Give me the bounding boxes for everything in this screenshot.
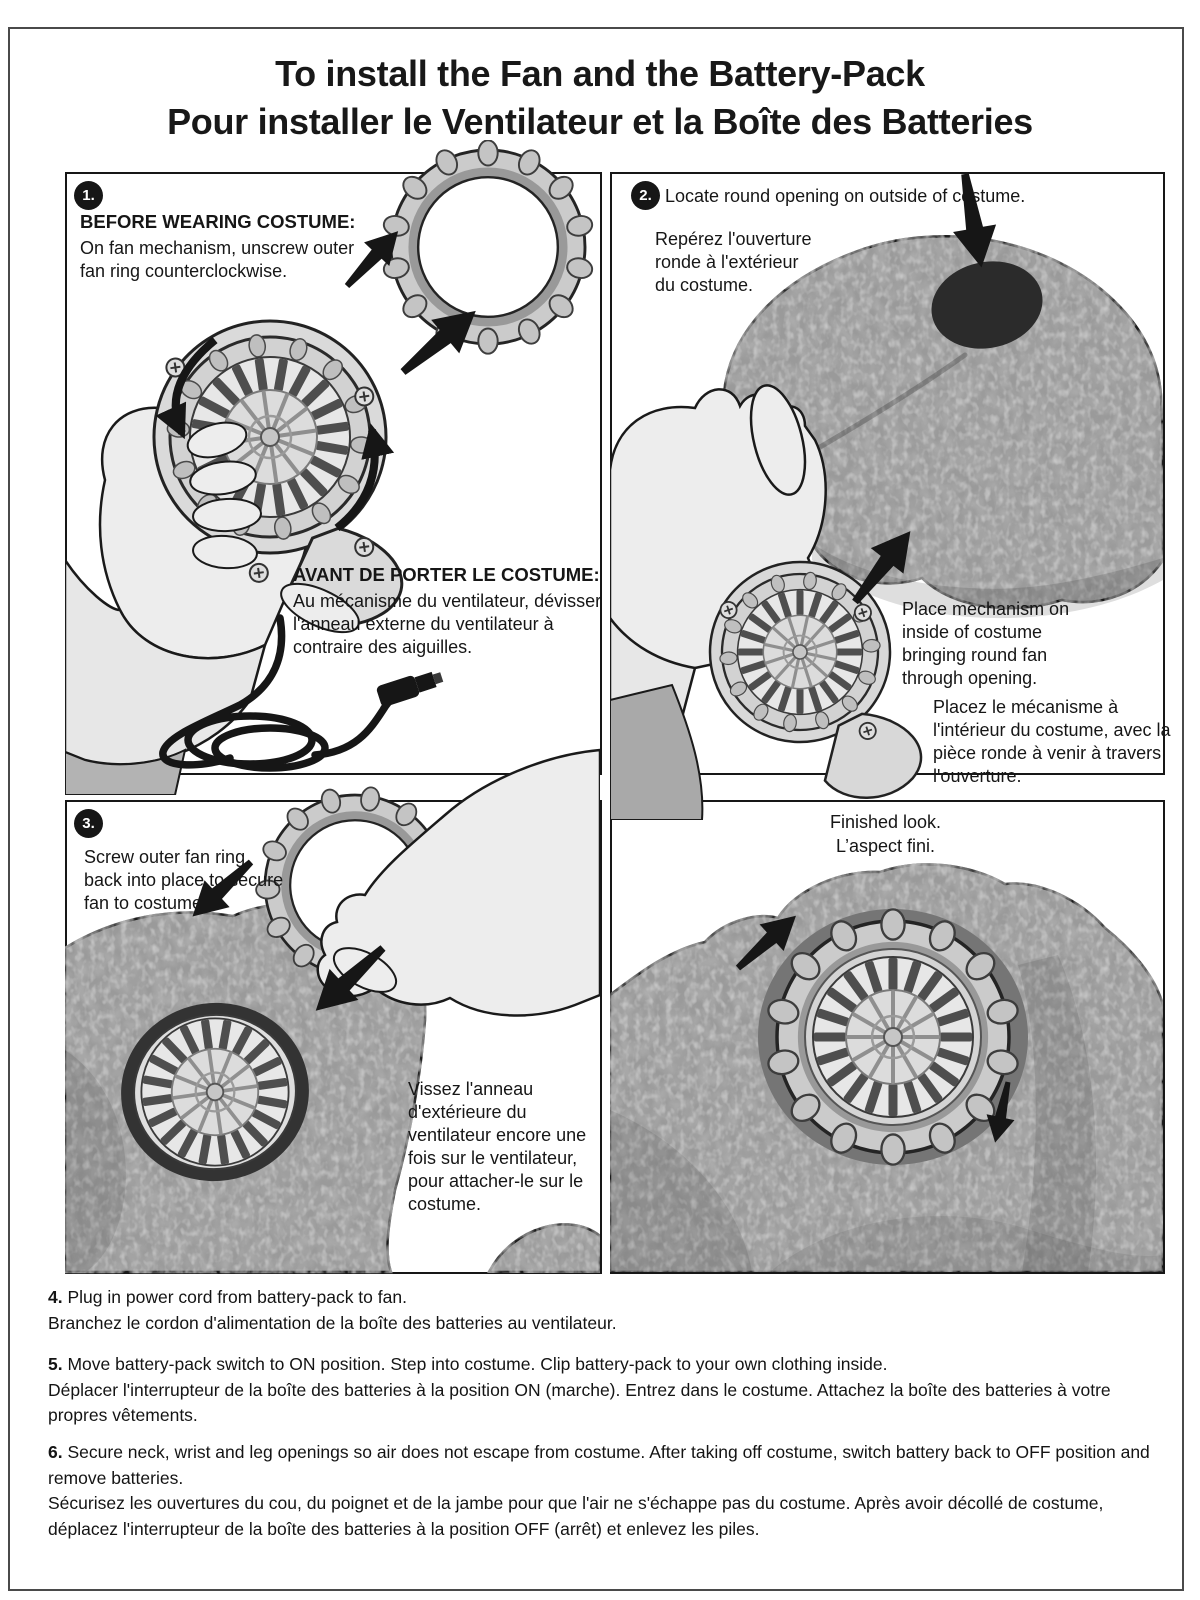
panel-1-text-fr (293, 563, 628, 659)
step-2-badge: 2. (631, 181, 660, 210)
panel-4-illustration (610, 800, 1163, 1272)
panel-2-caption-en: Locate round opening on outside of costume. (665, 186, 1026, 206)
power-plug-illustration (376, 667, 446, 708)
page-title (0, 50, 1200, 145)
step-6-text-fr: Sécurisez les ouvertures du cou, du poignet et de la jambe pour que l'air ne s'échappe pas du costume. Après avoir décollé de costume, déplacez l'interrupteur de la boîte des batteries à la position OFF (arrêt) et enlevez les piles. (48, 1493, 1104, 1539)
step-5-number: 5. (48, 1354, 63, 1374)
step-5-text-en: Move battery-pack switch to ON position. Step into costume. Clip battery-pack to your own clothing inside. (67, 1354, 888, 1374)
panel-4-caption (610, 810, 1161, 859)
panel-2-caption-fr: Repérez l'ouverture ronde à l'extérieur du costume. (655, 229, 812, 296)
step-4-text-fr: Branchez le cordon d'alimentation de la boîte des batteries au ventilateur. (48, 1312, 617, 1333)
panel-1-heading-en: BEFORE WEARING COSTUME: (80, 211, 356, 232)
panel-4-caption-fr: L’aspect fini. (835, 836, 936, 857)
step-4-number: 4. (48, 1287, 63, 1307)
panel-3-body-en: Screw outer fan ring back into place to secure fan to costume. (84, 847, 284, 914)
step-4-text-en: Plug in power cord from battery-pack to fan. (67, 1287, 407, 1307)
panel-1-heading-fr: AVANT DE PORTER LE COSTUME: (293, 564, 600, 585)
panel-3-body-fr: Vissez l'anneau d'extérieure du ventilateur encore une fois sur le ventilateur, pour attacher-le sur le costume. (408, 1079, 587, 1215)
step-5-text-fr: Déplacer l'interrupteur de la boîte des batteries à la position ON (marche). Entrez dans le costume. Attachez la boîte des batteries à votre propres vêtements. (48, 1379, 1111, 1426)
panel-1-body-fr: Au mécanisme du ventilateur, dévisser l'anneau externe du ventilateur à contraire des aiguilles. (293, 590, 602, 657)
panel-2-body-fr: Placez le mécanisme à l'intérieur du costume, avec la pièce ronde à venir à travers l'ouverture. (933, 697, 1171, 787)
footer-step-4 (48, 1285, 1166, 1336)
step-6-number: 6. (48, 1442, 63, 1462)
footer-step-6 (48, 1440, 1166, 1542)
page-title-en: To install the Fan and the Battery-Pack (275, 53, 925, 94)
panel-1-body-en: On fan mechanism, unscrew outer fan ring counterclockwise. (80, 237, 355, 281)
panel-1-text-en (80, 210, 415, 283)
step-1-badge: 1. (74, 181, 103, 210)
panel-4-caption-en: Finished look. (829, 812, 942, 832)
footer-step-5 (48, 1352, 1166, 1429)
installed-fan-with-ring-illustration (758, 909, 1028, 1165)
page-title-fr: Pour installer le Ventilateur et la Boîte des Batteries (167, 100, 1033, 142)
step-6-text-en: Secure neck, wrist and leg openings so air does not escape from costume. After taking off costume, switch battery back to OFF position and remove batteries. (48, 1442, 1150, 1488)
panel-2-body-en: Place mechanism on inside of costume bringing round fan through opening. (902, 599, 1070, 689)
step-3-badge: 3. (74, 809, 103, 838)
